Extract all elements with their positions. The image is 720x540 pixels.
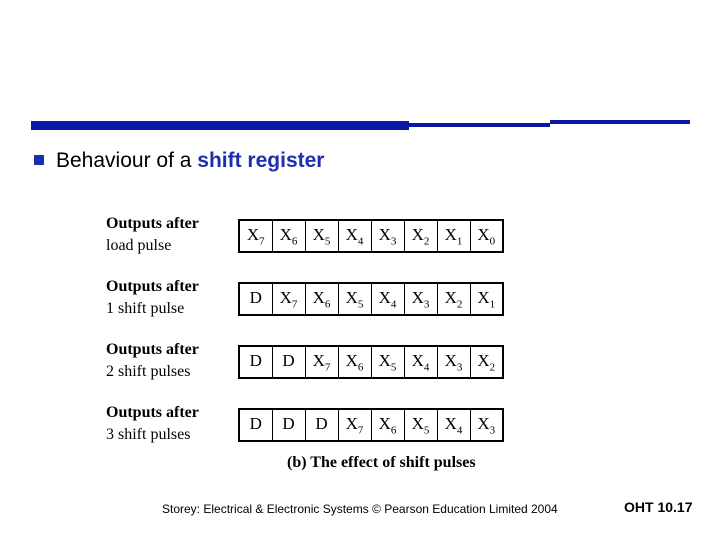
- page-number: OHT 10.17: [624, 499, 693, 515]
- register-cell: $X_5$: [404, 409, 437, 441]
- row-label-2-shift: Outputs after 2 shift pulses: [106, 341, 199, 380]
- register-cell: $X_1$: [470, 283, 503, 315]
- bullet-point: [34, 149, 324, 173]
- header-rule-thick: [31, 121, 409, 130]
- register-cell: $X_6$: [338, 346, 371, 378]
- table-row: [239, 409, 503, 441]
- register-cell: $X_2$: [437, 283, 470, 315]
- register-cell: $X_7$: [239, 220, 272, 252]
- register-cell: $X_4$: [371, 283, 404, 315]
- register-cell: $X_6$: [272, 220, 305, 252]
- register-cell: $X_3$: [404, 283, 437, 315]
- register-cell: $X_6$: [305, 283, 338, 315]
- register-cell: $X_5$: [305, 220, 338, 252]
- register-cell: D: [305, 409, 338, 441]
- figure-caption: (b) The effect of shift pulses: [287, 454, 476, 471]
- register-cell: $X_1$: [437, 220, 470, 252]
- header-rule-thin: [550, 120, 690, 124]
- register-cell: D: [272, 346, 305, 378]
- register-cell: $X_2$: [404, 220, 437, 252]
- register-table-load: [238, 219, 504, 253]
- register-cell: $X_0$: [470, 220, 503, 252]
- register-table-3-shift: [238, 408, 504, 442]
- register-cell: $X_4$: [338, 220, 371, 252]
- register-cell: $X_3$: [437, 346, 470, 378]
- register-cell: $X_3$: [470, 409, 503, 441]
- register-cell: $X_5$: [371, 346, 404, 378]
- register-cell: $X_5$: [338, 283, 371, 315]
- register-cell: $X_4$: [437, 409, 470, 441]
- table-row: [239, 220, 503, 252]
- register-cell: $X_3$: [371, 220, 404, 252]
- register-table-2-shift: [238, 345, 504, 379]
- register-cell: $X_7$: [338, 409, 371, 441]
- square-bullet-icon: [34, 155, 44, 165]
- bullet-text: Behaviour of a: [56, 149, 198, 172]
- register-cell: $X_7$: [305, 346, 338, 378]
- register-cell: D: [272, 409, 305, 441]
- register-cell: D: [239, 346, 272, 378]
- table-row: [239, 283, 503, 315]
- row-label-load: Outputs after load pulse: [106, 215, 199, 254]
- bullet-highlight: shift register: [197, 149, 325, 172]
- register-cell: $X_7$: [272, 283, 305, 315]
- register-cell: $X_4$: [404, 346, 437, 378]
- table-row: [239, 346, 503, 378]
- register-table-1-shift: [238, 282, 504, 316]
- footer-credit: Storey: Electrical & Electronic Systems © Pearson Education Limited 2004: [162, 502, 558, 516]
- register-cell: $X_6$: [371, 409, 404, 441]
- register-cell: $X_2$: [470, 346, 503, 378]
- row-label-1-shift: Outputs after 1 shift pulse: [106, 278, 199, 317]
- register-cell: D: [239, 283, 272, 315]
- row-label-3-shift: Outputs after 3 shift pulses: [106, 404, 199, 443]
- register-cell: D: [239, 409, 272, 441]
- header-rule-mid: [409, 123, 550, 127]
